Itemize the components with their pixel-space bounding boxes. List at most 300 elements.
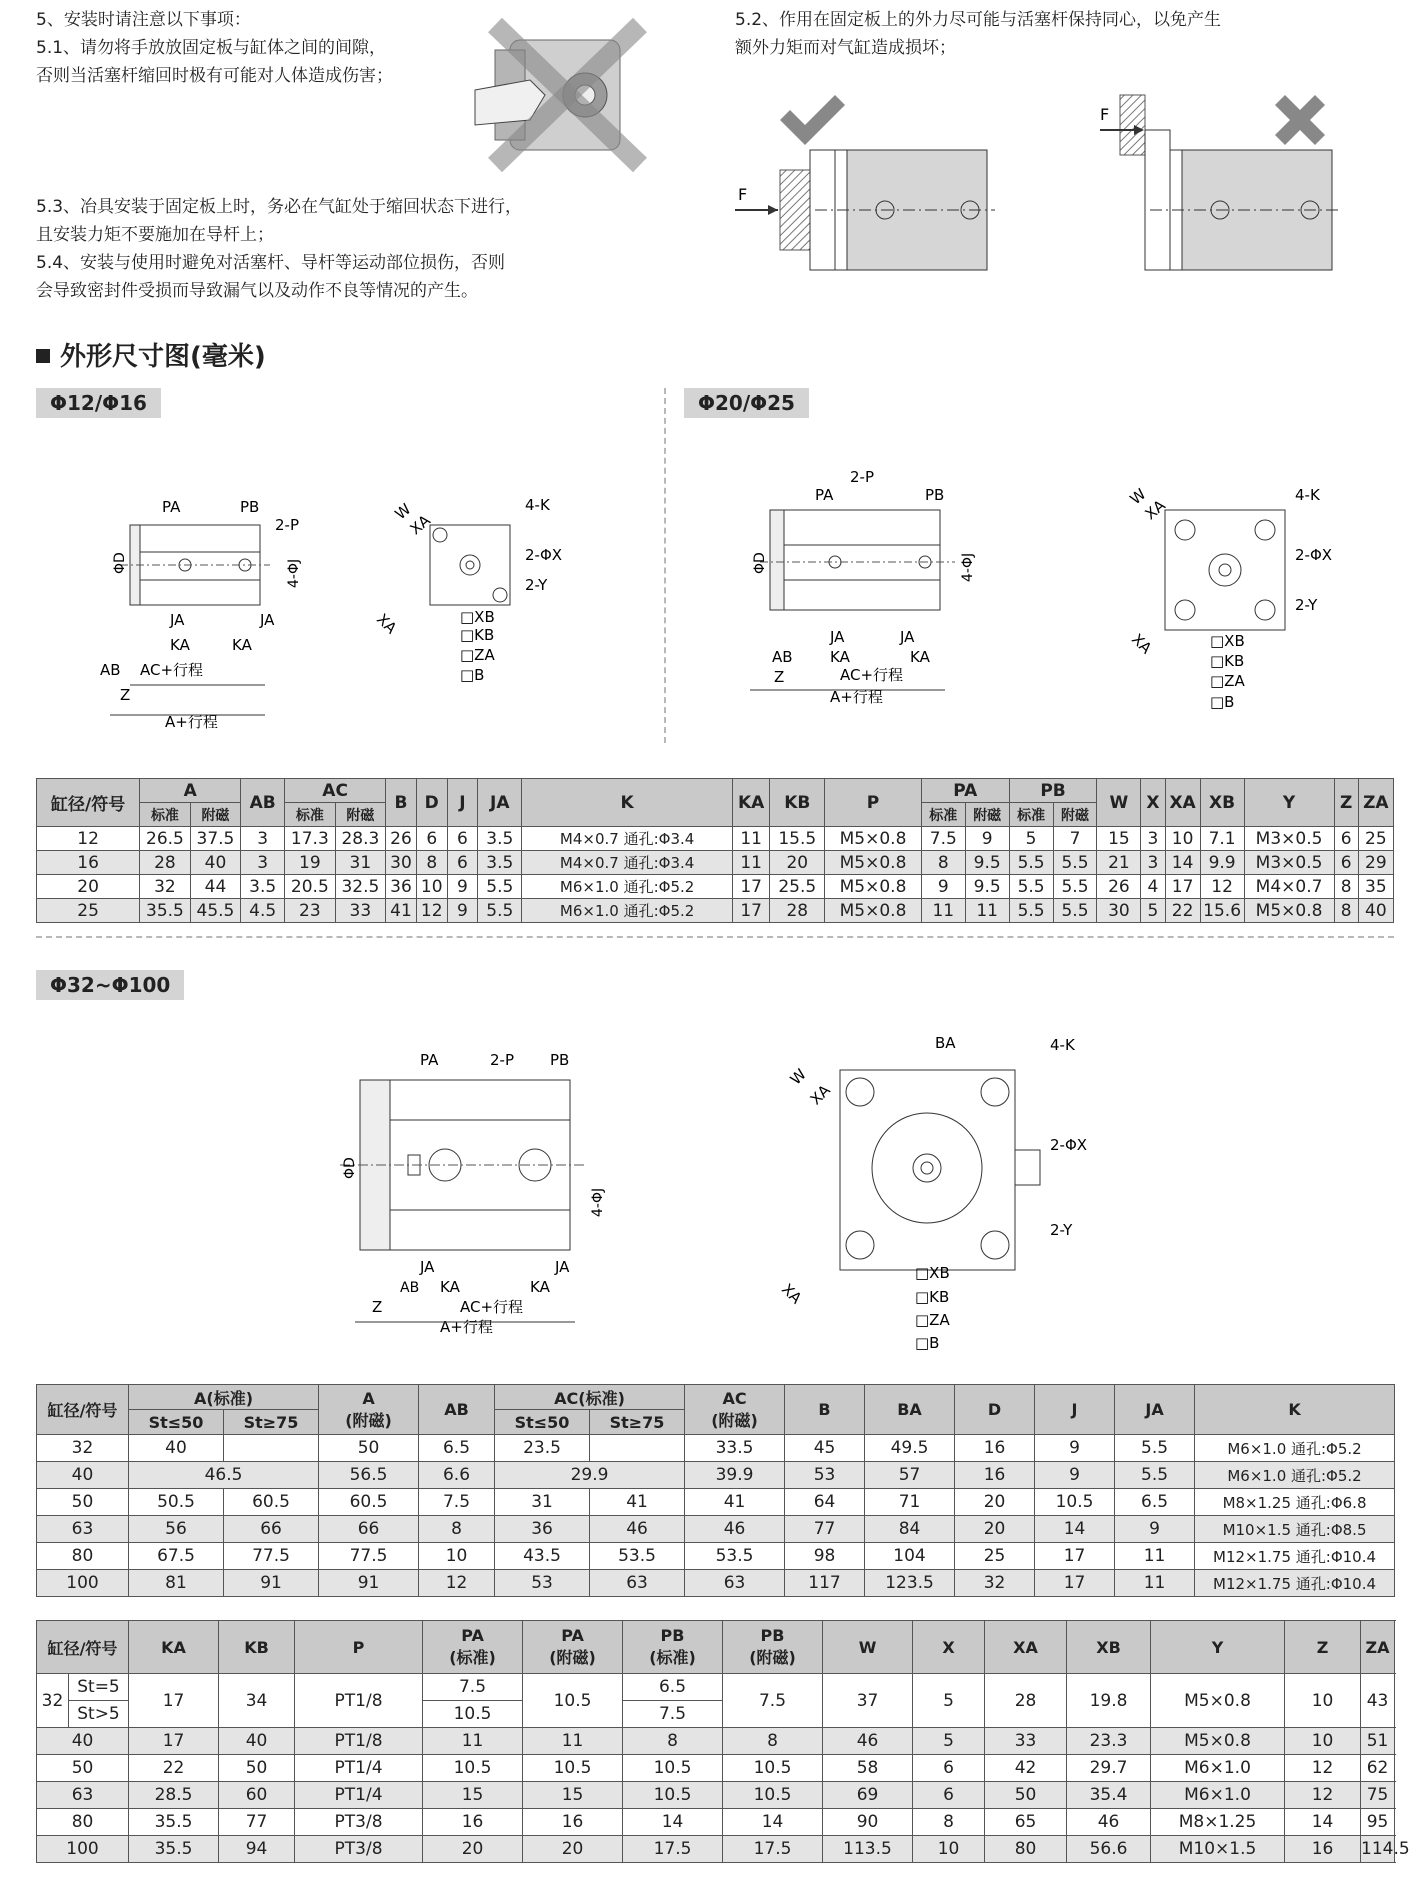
- svg-text:□B: □B: [915, 1334, 940, 1352]
- table-cell: M4×0.7 通孔:Φ3.4: [522, 851, 733, 875]
- table-row: [37, 1755, 1395, 1782]
- note-5-2-line1: 5.2、作用在固定板上的外力尽可能与活塞杆保持同心，以免产生: [735, 10, 1222, 30]
- t1-h-ac: AC: [285, 779, 386, 803]
- table-cell: 29.9: [495, 1462, 685, 1489]
- table-cell: 8: [913, 1809, 985, 1836]
- t3-r32-st2: St>5: [69, 1701, 129, 1728]
- table-cell: 6: [447, 851, 478, 875]
- svg-text:□ZA: □ZA: [460, 646, 495, 664]
- t1-sub: 附磁: [965, 803, 1009, 827]
- table-cell: 15: [1097, 827, 1141, 851]
- t3-h-bore: 缸径/符号: [37, 1621, 129, 1674]
- table-cell: 9: [1115, 1516, 1195, 1543]
- svg-text:2-P: 2-P: [490, 1051, 515, 1069]
- table-cell: M3×0.5: [1244, 851, 1334, 875]
- t1-sub: 标准: [140, 803, 191, 827]
- t3-h-za: ZA: [1361, 1621, 1395, 1674]
- t1-h-kb: KB: [770, 779, 825, 827]
- table-cell: 8: [623, 1728, 723, 1755]
- table-cell: 7.1: [1200, 827, 1244, 851]
- table-cell: 37.5: [190, 827, 241, 851]
- table-cell: 11: [965, 899, 1009, 923]
- table-cell: 17.5: [623, 1836, 723, 1863]
- cross-icon: [1275, 95, 1325, 145]
- square-bullet-icon: [36, 349, 50, 363]
- svg-text:AC+行程: AC+行程: [460, 1298, 524, 1316]
- table-cell: M8×1.25 通孔:Φ6.8: [1195, 1489, 1395, 1516]
- t1-sub: 附磁: [190, 803, 241, 827]
- t3-h-pa-std: PA (标准): [423, 1621, 523, 1674]
- t2-h-ac-std: AC(标准): [495, 1385, 685, 1410]
- table-cell: 3: [241, 827, 285, 851]
- table-cell: 28: [140, 851, 191, 875]
- t1-h-x: X: [1141, 779, 1165, 827]
- t3-r32-z: 10: [1285, 1674, 1361, 1728]
- table-cell: 15.5: [770, 827, 825, 851]
- table-cell: 51: [1361, 1728, 1395, 1755]
- table-cell: 40: [37, 1462, 129, 1489]
- table-cell: 5.5: [1053, 899, 1097, 923]
- svg-text:XA: XA: [1141, 496, 1169, 524]
- svg-text:2-P: 2-P: [275, 516, 300, 534]
- t3-h-pb-mag: PB (附磁): [723, 1621, 823, 1674]
- table-cell: 11: [1115, 1543, 1195, 1570]
- table-cell: 45: [785, 1435, 865, 1462]
- table-cell: 94: [219, 1836, 295, 1863]
- table-cell: 117: [785, 1570, 865, 1597]
- t1-h-bore: 缸径/符号: [37, 779, 140, 827]
- svg-text:Z: Z: [372, 1298, 383, 1316]
- t1-h-w: W: [1097, 779, 1141, 827]
- table-cell: M5×0.8: [825, 875, 922, 899]
- table-cell: 10.5: [623, 1782, 723, 1809]
- t3-r32-kb: 34: [219, 1674, 295, 1728]
- table-cell: 10: [416, 875, 447, 899]
- t1-h-ja: JA: [478, 779, 522, 827]
- table-cell: 9: [1035, 1435, 1115, 1462]
- t1-sub: 附磁: [335, 803, 386, 827]
- table-cell: 5.5: [1009, 851, 1053, 875]
- table-cell: 9: [965, 827, 1009, 851]
- table-cell: 63: [37, 1782, 129, 1809]
- table-cell: 77.5: [224, 1543, 319, 1570]
- table-cell: 20: [423, 1836, 523, 1863]
- table-cell: 9: [447, 875, 478, 899]
- table-cell: 49.5: [865, 1435, 955, 1462]
- t1-h-d: D: [416, 779, 447, 827]
- table-row: [37, 899, 1394, 923]
- t2-h-a-std: A(标准): [129, 1385, 319, 1410]
- table-cell: 77.5: [319, 1543, 419, 1570]
- table-cell: 5: [1009, 827, 1053, 851]
- table-cell: 6.6: [419, 1462, 495, 1489]
- t1-h-pa: PA: [921, 779, 1009, 803]
- t3-r32-w: 37: [823, 1674, 913, 1728]
- drawing-32-100-side: [330, 1040, 620, 1340]
- horizontal-divider: [36, 936, 1394, 938]
- table-cell: 9.5: [965, 875, 1009, 899]
- table-cell: 29: [1358, 851, 1393, 875]
- table-cell: 10.5: [723, 1782, 823, 1809]
- t3-h-xb: XB: [1067, 1621, 1151, 1674]
- table-cell: 36: [495, 1516, 590, 1543]
- table-cell: M5×0.8: [825, 851, 922, 875]
- table-cell: 3.5: [478, 827, 522, 851]
- note-5-1-line1: 5.1、请勿将手放放固定板与缸体之间的间隙，: [36, 38, 387, 58]
- table-cell: M6×1.0 通孔:Φ5.2: [522, 899, 733, 923]
- table-row: [37, 1570, 1395, 1597]
- note-5-1-line2: 否则当活塞杆缩回时极有可能对人体造成伤害；: [36, 66, 393, 86]
- table-cell: 8: [921, 851, 965, 875]
- table-cell: 75: [1361, 1782, 1395, 1809]
- svg-text:4-ΦJ: 4-ΦJ: [960, 552, 976, 582]
- table-cell: 35: [1358, 875, 1393, 899]
- t3-h-w: W: [823, 1621, 913, 1674]
- table-cell: 30: [1097, 899, 1141, 923]
- t3-h-ka: KA: [129, 1621, 219, 1674]
- table-cell: 80: [37, 1543, 129, 1570]
- table-cell: M4×0.7: [1244, 875, 1334, 899]
- drawing-12-16-side: [100, 490, 340, 740]
- svg-text:Z: Z: [774, 668, 785, 686]
- table-cell: M6×1.0: [1151, 1755, 1285, 1782]
- table-row: [37, 1462, 1395, 1489]
- table-cell: [590, 1435, 685, 1462]
- t3-h-x: X: [913, 1621, 985, 1674]
- table-cell: 114.5: [1361, 1836, 1395, 1863]
- table-cell: 45.5: [190, 899, 241, 923]
- svg-text:KA: KA: [232, 636, 252, 654]
- table-cell: M5×0.8: [825, 827, 922, 851]
- table-cell: 9: [921, 875, 965, 899]
- table-cell: 8: [416, 851, 447, 875]
- note-5-4-line2: 会导致密封件受损而导致漏气以及动作不良等情况的产生。: [36, 281, 478, 301]
- table-cell: 71: [865, 1489, 955, 1516]
- table-cell: 10.5: [623, 1755, 723, 1782]
- table-cell: 30: [386, 851, 417, 875]
- table-cell: 23: [285, 899, 336, 923]
- table-cell: M10×1.5 通孔:Φ8.5: [1195, 1516, 1395, 1543]
- t3-r32-pam: 10.5: [523, 1674, 623, 1728]
- table-cell: 6.5: [419, 1435, 495, 1462]
- t3-h-kb: KB: [219, 1621, 295, 1674]
- table-cell: 8: [1334, 875, 1358, 899]
- table-cell: 40: [190, 851, 241, 875]
- table-cell: 17: [1035, 1543, 1115, 1570]
- table-cell: 11: [1115, 1570, 1195, 1597]
- table-cell: 5: [913, 1728, 985, 1755]
- note-5-3-line1: 5.3、冶具安装于固定板上时，务必在气缸处于缩回状态下进行，: [36, 197, 523, 217]
- table-cell: 3: [241, 851, 285, 875]
- table-cell: 46: [685, 1516, 785, 1543]
- table-cell: 25: [955, 1543, 1035, 1570]
- svg-text:AB: AB: [100, 661, 121, 679]
- note-5-2-line2: 额外力矩而对气缸造成损坏；: [735, 38, 956, 58]
- t1-h-b: B: [386, 779, 417, 827]
- table-cell: M12×1.75 通孔:Φ10.4: [1195, 1570, 1395, 1597]
- table-cell: 15: [423, 1782, 523, 1809]
- svg-text:2-P: 2-P: [850, 468, 875, 486]
- table-cell: 50: [37, 1755, 129, 1782]
- table-cell: 6: [1334, 827, 1358, 851]
- table-cell: 20.5: [285, 875, 336, 899]
- table-cell: 11: [921, 899, 965, 923]
- table-cell: 69: [823, 1782, 913, 1809]
- table-cell: 16: [523, 1809, 623, 1836]
- t3-h-xa: XA: [985, 1621, 1067, 1674]
- svg-text:Z: Z: [120, 686, 131, 704]
- svg-text:PB: PB: [925, 486, 945, 504]
- table-cell: 28.3: [335, 827, 386, 851]
- table-cell: 16: [37, 851, 140, 875]
- table-cell: 41: [386, 899, 417, 923]
- table-cell: 5.5: [478, 875, 522, 899]
- svg-text:KA: KA: [440, 1278, 460, 1296]
- t2-h-a-mag: A (附磁): [319, 1385, 419, 1435]
- t1-h-y: Y: [1244, 779, 1334, 827]
- svg-text:JA: JA: [555, 1258, 570, 1276]
- svg-text:XA: XA: [1128, 630, 1156, 658]
- table-cell: 58: [823, 1755, 913, 1782]
- table-cell: 81: [129, 1570, 224, 1597]
- table-cell: 11: [733, 851, 770, 875]
- t2-h-ja: JA: [1115, 1385, 1195, 1435]
- table-cell: M6×1.0 通孔:Φ5.2: [522, 875, 733, 899]
- table-cell: 35.4: [1067, 1782, 1151, 1809]
- table-cell: 9.5: [965, 851, 1009, 875]
- table-cell: 63: [37, 1516, 129, 1543]
- table-cell: 6: [913, 1782, 985, 1809]
- table-cell: M3×0.5: [1244, 827, 1334, 851]
- svg-text:PA: PA: [162, 498, 181, 516]
- table-cell: 5.5: [1053, 875, 1097, 899]
- svg-text:□KB: □KB: [460, 626, 495, 644]
- svg-text:□ZA: □ZA: [1210, 672, 1245, 690]
- note-5-4-line1: 5.4、安装与使用时避免对活塞杆、导杆等运动部位损伤，否则: [36, 253, 506, 273]
- svg-text:A+行程: A+行程: [440, 1318, 493, 1336]
- t3-r32-p: PT1/8: [295, 1674, 423, 1728]
- table-12-25: [36, 778, 1394, 923]
- svg-text:□KB: □KB: [915, 1288, 950, 1306]
- table-cell: 53: [785, 1462, 865, 1489]
- t3-r32-y: M5×0.8: [1151, 1674, 1285, 1728]
- table-cell: 40: [219, 1728, 295, 1755]
- table-cell: 10: [1285, 1728, 1361, 1755]
- table-cell: 14: [1035, 1516, 1115, 1543]
- svg-text:W: W: [391, 499, 415, 524]
- svg-text:KA: KA: [910, 648, 930, 666]
- svg-text:□B: □B: [1210, 693, 1235, 711]
- svg-text:KA: KA: [830, 648, 850, 666]
- t2-h-b: B: [785, 1385, 865, 1435]
- table-cell: 63: [590, 1570, 685, 1597]
- svg-text:4-K: 4-K: [1050, 1036, 1075, 1054]
- table-cell: 77: [785, 1516, 865, 1543]
- table-cell: 33: [335, 899, 386, 923]
- table-cell: 5.5: [1115, 1435, 1195, 1462]
- table-cell: 15: [523, 1782, 623, 1809]
- table-32-100-b: [36, 1620, 1410, 1863]
- table-cell: 12: [416, 899, 447, 923]
- table-cell: M8×1.25: [1151, 1809, 1285, 1836]
- table-cell: 91: [319, 1570, 419, 1597]
- table-cell: [224, 1435, 319, 1462]
- table-cell: 23.5: [495, 1435, 590, 1462]
- svg-text:AC+行程: AC+行程: [840, 666, 904, 684]
- svg-text:XA: XA: [406, 511, 434, 539]
- table-cell: 50: [219, 1755, 295, 1782]
- t1-h-z: Z: [1334, 779, 1358, 827]
- t3-r32-pa1: 7.5: [423, 1674, 523, 1701]
- table-cell: 98: [785, 1543, 865, 1570]
- table-cell: 12: [1285, 1755, 1361, 1782]
- table-cell: 53: [495, 1570, 590, 1597]
- table-cell: 80: [37, 1809, 129, 1836]
- t3-r32-xa: 28: [985, 1674, 1067, 1728]
- table-cell: 10.5: [1035, 1489, 1115, 1516]
- table-cell: 50: [985, 1782, 1067, 1809]
- table-cell: 60: [219, 1782, 295, 1809]
- table-cell: 32: [955, 1570, 1035, 1597]
- t1-h-a: A: [140, 779, 241, 803]
- table-cell: 50: [319, 1435, 419, 1462]
- table-cell: 16: [423, 1809, 523, 1836]
- table-cell: 56.6: [1067, 1836, 1151, 1863]
- svg-text:JA: JA: [420, 1258, 435, 1276]
- t3-r32-st1: St=5: [69, 1674, 129, 1701]
- t1-h-ab: AB: [241, 779, 285, 827]
- table-cell: 7: [1053, 827, 1097, 851]
- svg-text:4-K: 4-K: [1295, 486, 1320, 504]
- hand-warning-illustration: [470, 10, 660, 180]
- table-cell: 67.5: [129, 1543, 224, 1570]
- table-cell: 20: [37, 875, 140, 899]
- svg-text:□XB: □XB: [1210, 632, 1245, 650]
- table-cell: 64: [785, 1489, 865, 1516]
- table-cell: 32.5: [335, 875, 386, 899]
- svg-text:KA: KA: [530, 1278, 550, 1296]
- svg-text:A+行程: A+行程: [165, 713, 218, 731]
- table-cell: 39.9: [685, 1462, 785, 1489]
- table-cell: 6: [447, 827, 478, 851]
- force-label-right: F: [1100, 105, 1110, 124]
- t3-h-p: P: [295, 1621, 423, 1674]
- table-cell: 12: [1200, 875, 1244, 899]
- table-cell: 60.5: [224, 1489, 319, 1516]
- table-cell: 20: [523, 1836, 623, 1863]
- t2-h-bore: 缸径/符号: [37, 1385, 129, 1435]
- table-cell: 32: [140, 875, 191, 899]
- table-row: [37, 1516, 1395, 1543]
- table-row: [37, 827, 1394, 851]
- svg-text:□XB: □XB: [460, 608, 495, 626]
- table-cell: 26: [1097, 875, 1141, 899]
- table-cell: 60.5: [319, 1489, 419, 1516]
- tag-phi32-100: Φ32~Φ100: [36, 970, 184, 1000]
- table-cell: 53.5: [590, 1543, 685, 1570]
- table-cell: PT1/4: [295, 1755, 423, 1782]
- table-cell: M6×1.0: [1151, 1782, 1285, 1809]
- svg-text:XA: XA: [806, 1081, 834, 1109]
- table-cell: 16: [955, 1435, 1035, 1462]
- svg-text:□ZA: □ZA: [915, 1311, 950, 1329]
- table-cell: 17: [733, 899, 770, 923]
- svg-text:W: W: [1126, 484, 1150, 509]
- svg-text:2-Y: 2-Y: [1050, 1221, 1073, 1239]
- table-cell: 6.5: [1115, 1489, 1195, 1516]
- t2-sub: St≥75: [590, 1410, 685, 1435]
- table-cell: 17: [733, 875, 770, 899]
- table-cell: 56.5: [319, 1462, 419, 1489]
- table-cell: 10.5: [723, 1755, 823, 1782]
- table-row: [37, 1809, 1395, 1836]
- table-cell: M12×1.75 通孔:Φ10.4: [1195, 1543, 1395, 1570]
- table-cell: 40: [129, 1435, 224, 1462]
- table-cell: 17.3: [285, 827, 336, 851]
- table-cell: 17: [1165, 875, 1200, 899]
- table-cell: 25: [1358, 827, 1393, 851]
- table-cell: M6×1.0 通孔:Φ5.2: [1195, 1462, 1395, 1489]
- table-cell: PT1/4: [295, 1782, 423, 1809]
- table-cell: 91: [224, 1570, 319, 1597]
- table-cell: 26: [386, 827, 417, 851]
- section-title: 外形尺寸图(毫米): [36, 336, 266, 373]
- svg-text:AB: AB: [772, 648, 793, 666]
- table-cell: 66: [319, 1516, 419, 1543]
- table-cell: 14: [1165, 851, 1200, 875]
- svg-text:JA: JA: [170, 611, 185, 629]
- table-cell: 7.5: [921, 827, 965, 851]
- table-cell: 6: [416, 827, 447, 851]
- table-cell: 10: [1165, 827, 1200, 851]
- table-cell: 56: [129, 1516, 224, 1543]
- table-cell: 10: [419, 1543, 495, 1570]
- svg-text:2-ΦX: 2-ΦX: [525, 546, 563, 564]
- table-cell: 95: [1361, 1809, 1395, 1836]
- svg-text:JA: JA: [260, 611, 275, 629]
- table-cell: 46.5: [129, 1462, 319, 1489]
- t3-h-y: Y: [1151, 1621, 1285, 1674]
- table-cell: 44: [190, 875, 241, 899]
- table-cell: 35.5: [140, 899, 191, 923]
- t2-h-ab: AB: [419, 1385, 495, 1435]
- svg-text:□B: □B: [460, 666, 485, 684]
- t2-sub: St≤50: [495, 1410, 590, 1435]
- table-cell: 21: [1097, 851, 1141, 875]
- table-row: [37, 851, 1394, 875]
- table-cell: 80: [985, 1836, 1067, 1863]
- t2-h-k: K: [1195, 1385, 1395, 1435]
- drawing-20-25-side: [740, 470, 1000, 720]
- table-cell: M5×0.8: [1244, 899, 1334, 923]
- table-32-100-a: [36, 1384, 1395, 1597]
- force-diagrams: [730, 90, 1410, 290]
- table-cell: 31: [495, 1489, 590, 1516]
- table-cell: 35.5: [129, 1809, 219, 1836]
- table-cell: 6: [1334, 851, 1358, 875]
- table-cell: 53.5: [685, 1543, 785, 1570]
- table-cell: PT3/8: [295, 1836, 423, 1863]
- t1-sub: 附磁: [1053, 803, 1097, 827]
- svg-text:4-ΦJ: 4-ΦJ: [286, 558, 302, 588]
- t1-h-ka: KA: [733, 779, 770, 827]
- svg-text:AC+行程: AC+行程: [140, 661, 204, 679]
- check-icon: [780, 95, 845, 145]
- table-cell: PT1/8: [295, 1728, 423, 1755]
- table-cell: 84: [865, 1516, 955, 1543]
- table-cell: 11: [523, 1728, 623, 1755]
- svg-text:2-ΦX: 2-ΦX: [1295, 546, 1333, 564]
